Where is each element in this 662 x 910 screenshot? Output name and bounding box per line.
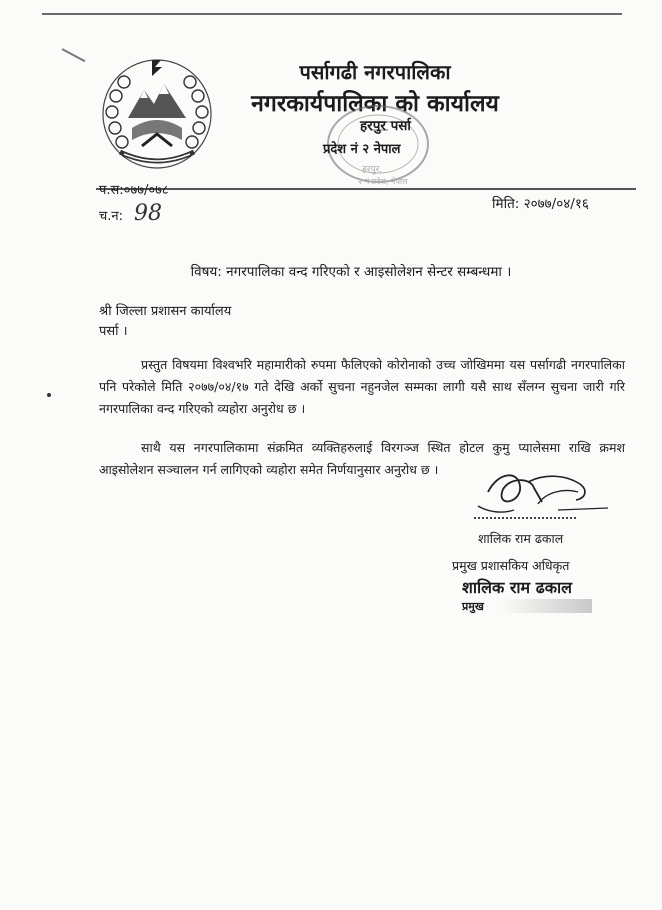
signatory-name: शालिक राम ढकाल	[478, 531, 564, 546]
body-paragraph-2: साथै यस नगरपालिकामा संक्रमित व्यक्तिहरुलाई विरगञ्ज स्थित होटल कुमु प्यालेसमा राखि क्रमश आइसोलेशन सञ्चालन गर्न लागिएको व्यहोरा समेत निर्णयानुसार अनुरोध छ ।	[99, 440, 625, 477]
chalani-number: 98	[134, 201, 162, 226]
addressee-district: पर्सा ।	[99, 324, 128, 339]
signatory-title: प्रमुख प्रशासकिय अधिकृत	[452, 558, 570, 573]
signature-line	[474, 517, 576, 519]
name-stamp-title: प्रमुख	[462, 600, 484, 613]
name-stamp: शालिक राम ढकाल	[462, 578, 572, 597]
name-stamp-faded-area	[500, 599, 592, 613]
office-name: नगरकार्यपालिका को कार्यालय	[251, 91, 499, 117]
addressee-office: श्री जिल्ला प्रशासन कार्यालय	[99, 304, 232, 319]
office-province: प्रदेश नं २ नेपाल	[323, 142, 401, 157]
top-border-line	[42, 13, 622, 15]
header-separator	[96, 188, 636, 190]
letter-date: मिति: २०७७/०४/१६	[492, 196, 589, 212]
office-location: हरपुर पर्सा	[360, 118, 411, 134]
stamp-text-line1: हरपुर,	[362, 165, 383, 175]
reference-number: प.स:०७७/०७८	[99, 183, 169, 198]
municipality-name: पर्सागढी नगरपालिका	[299, 60, 451, 84]
handwritten-signature	[468, 462, 628, 532]
body-paragraph-1: प्रस्तुत विषयमा विश्वभरि महामारीको रुपमा फैलिएको कोरोनाको उच्च जोखिममा यस पर्सागढी नगरपालिका पनि परेकोले मिति २०७७/०४/१७ गते देखि अर्को सुचना नहुनजेल सम्मका लागी यसै साथ सँलग्न सुचना जारी गरि नगरपालिका वन्द गरिएको व्यहोरा अनुरोध छ ।	[99, 357, 625, 416]
stamp-text-line2: २ नं प्रदेश, नेपाल	[358, 177, 408, 186]
margin-dot	[47, 393, 51, 397]
letter-subject: विषय: नगरपालिका वन्द गरिएको र आइसोलेशन सेन्टर सम्बन्धमा ।	[190, 264, 512, 280]
chalani-label: च.न:	[99, 209, 123, 224]
